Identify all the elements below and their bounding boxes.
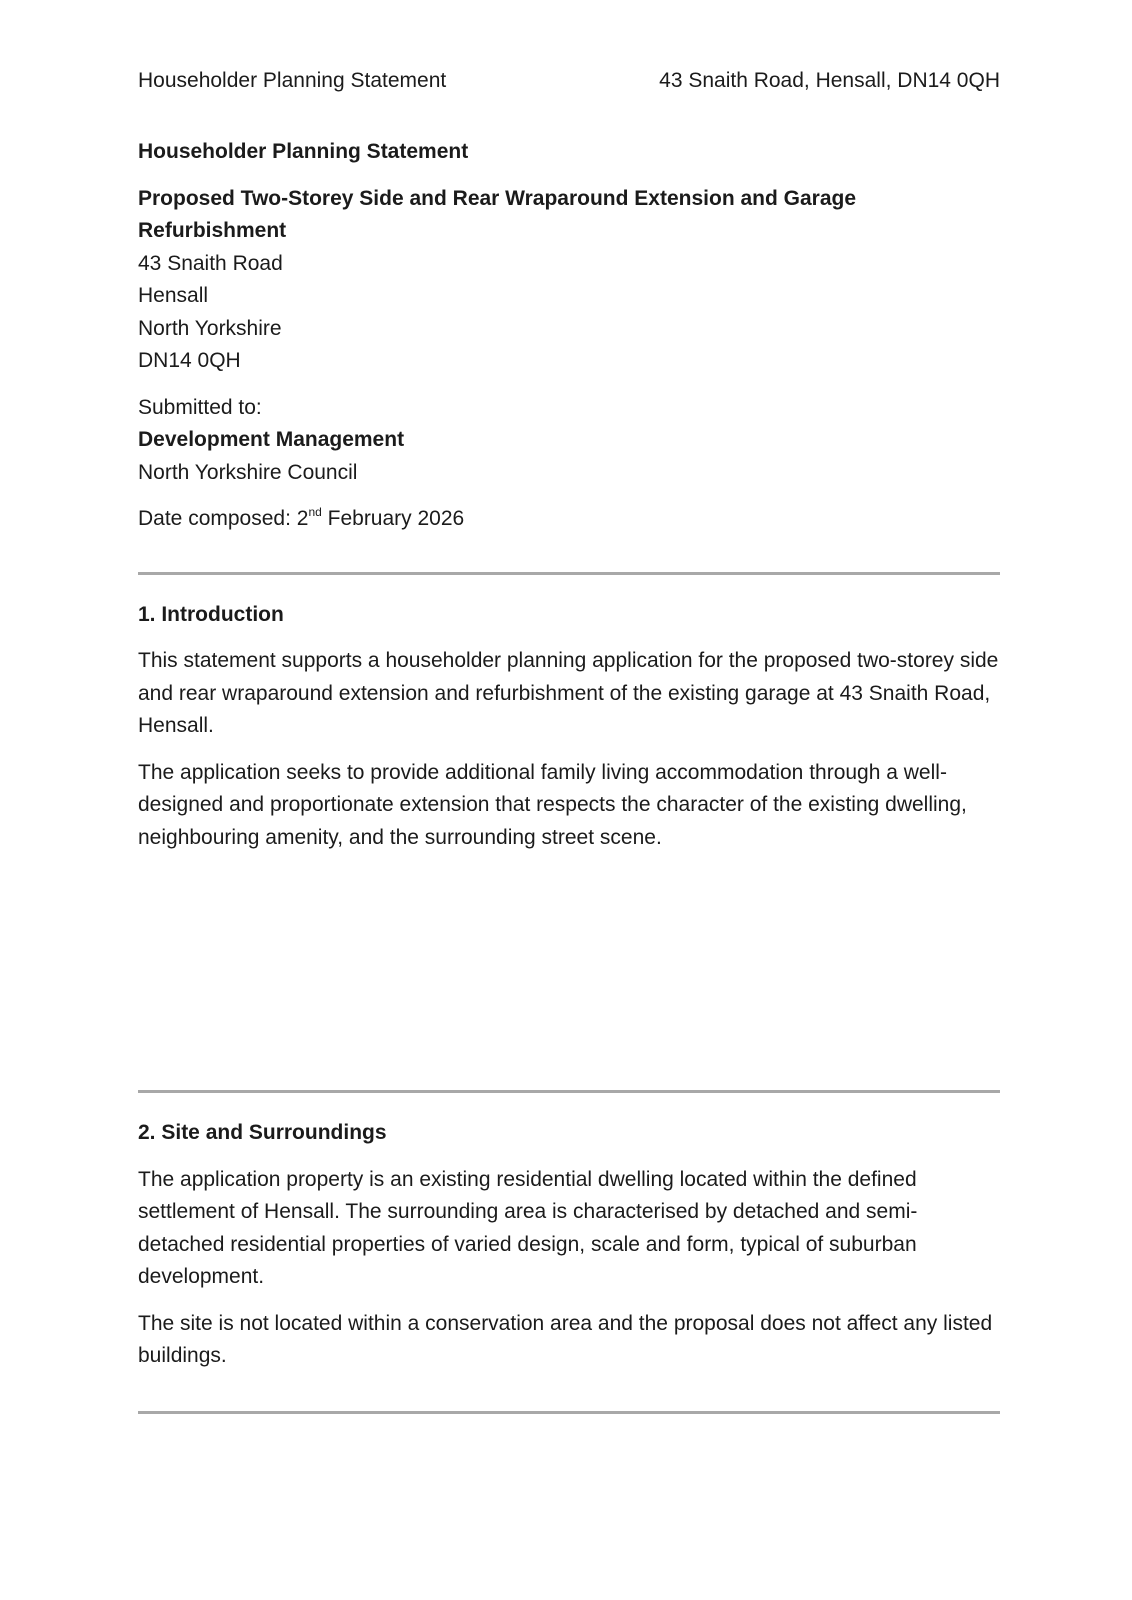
section-paragraph: The application property is an existing residential dwelling located within the defined settlement of Hensall. The surrounding area is characterised by detached and semi-detached residential properties of varied design, scale and form, typical of suburban development. (138, 1167, 918, 1288)
section-site-and-surroundings (138, 1117, 1000, 1373)
submission-council: North Yorkshire Council (138, 460, 358, 484)
section-divider (138, 1090, 1000, 1093)
address-line: North Yorkshire (138, 316, 282, 340)
project-title: Proposed Two-Storey Side and Rear Wraparound Extension and Garage Refurbishment (138, 186, 857, 242)
address-line: DN14 0QH (138, 349, 241, 372)
header-title: Householder Planning Statement (138, 69, 447, 92)
section-divider (138, 1411, 1000, 1414)
document-body (138, 136, 1000, 1414)
blank-space (138, 868, 1000, 1090)
date-rest: February 2026 (321, 507, 465, 530)
address-line: Hensall (138, 284, 209, 307)
date-label: Date composed: 2 (138, 507, 309, 530)
document-title: Householder Planning Statement (138, 140, 469, 163)
address-line: 43 Snaith Road (138, 251, 283, 275)
section-divider (138, 572, 1000, 575)
submission-department: Development Management (138, 428, 405, 451)
section-heading: 2. Site and Surroundings (138, 1121, 387, 1144)
date-ordinal: nd (308, 505, 322, 519)
running-header (138, 68, 1000, 94)
header-address: 43 Snaith Road, Hensall, DN14 0QH (659, 69, 1000, 92)
section-heading: 1. Introduction (138, 602, 284, 626)
site-address (138, 248, 1000, 378)
section-paragraph: The application seeks to provide additional family living accommodation through a well-designed and proportionate extension that respects the character of the existing dwelling, neighbouring amenity, and the surrounding street scene. (138, 760, 967, 849)
submitted-to-label: Submitted to: (138, 395, 262, 419)
submission-block (138, 392, 1000, 490)
date-composed (138, 503, 1000, 536)
section-introduction (138, 599, 1000, 855)
section-paragraph: This statement supports a householder planning application for the proposed two-storey side and rear wraparound extension and refurbishment of the existing garage at 43 Snaith Road, Hensall. (138, 649, 999, 737)
section-paragraph: The site is not located within a conservation area and the proposal does not affect any listed buildings. (138, 1311, 993, 1367)
